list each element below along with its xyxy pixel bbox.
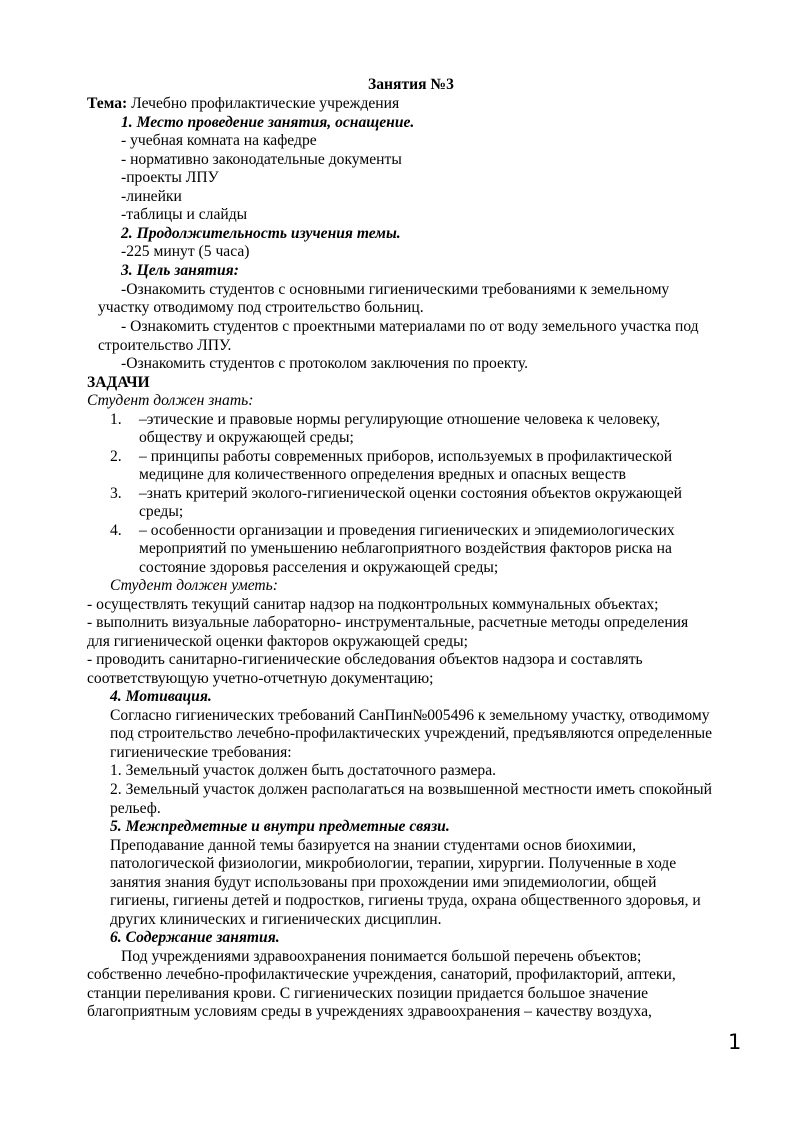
know-item-line: –знать критерий эколого-гигиенической оценки состояния объектов окружающей <box>139 485 682 502</box>
content-line: собственно лечебно-профилактические учреждения, санаторий, профилакторий, аптеки, <box>87 966 676 983</box>
motivation-line: под строительство лечебно-профилактических учреждений, предъявляются определенные <box>110 725 713 742</box>
equipment-item: - учебная комната на кафедре <box>121 132 317 149</box>
can-line: - осуществлять текущий санитар надзор на подконтрольных коммунальных объектах; <box>87 596 659 613</box>
page-number: 1 <box>728 1030 742 1054</box>
section-4-heading: 4. Мотивация. <box>110 688 212 705</box>
section-3-heading: 3. Цель занятия: <box>121 262 239 279</box>
equipment-item: -таблицы и слайды <box>121 206 248 223</box>
motivation-line: гигиенические требования: <box>110 744 292 761</box>
know-item-number: 3. <box>110 485 122 502</box>
links-line: других клинических и гигиенических дисциплин. <box>110 911 442 928</box>
know-item-line: мероприятий по уменьшению неблагоприятного воздействия факторов риска на <box>139 540 672 557</box>
equipment-item: -проекты ЛПУ <box>121 169 219 186</box>
equipment-item: -линейки <box>121 188 182 205</box>
motivation-line: Согласно гигиенических требований СанПин№005496 к земельному участку, отводимому <box>110 707 710 724</box>
section-6-heading: 6. Содержание занятия. <box>110 929 280 946</box>
can-heading: Студент должен уметь: <box>110 577 278 594</box>
content-line: станции переливания крови. С гигиенических позиции придается большое значение <box>87 985 649 1002</box>
goal-line: - Ознакомить студентов с проектными материалами по от воду земельного участка под <box>121 318 699 335</box>
know-heading: Студент должен знать: <box>87 392 254 409</box>
know-item-number: 1. <box>110 411 122 428</box>
can-line: соответствующую учетно-отчетную документацию; <box>87 670 434 687</box>
section-1-heading: 1. Место проведение занятия, оснащение. <box>121 114 415 131</box>
goal-line: -Ознакомить студентов с протоколом заключения по проекту. <box>121 355 529 372</box>
topic-label: Тема: <box>87 95 128 112</box>
goal-line: -Ознакомить студентов с основными гигиеническими требованиями к земельному <box>121 281 670 298</box>
can-line: для гигиенической оценки факторов окружающей среды; <box>87 633 468 650</box>
goal-line: участку отводимому под строительство больниц. <box>98 299 424 316</box>
can-line: - проводить санитарно-гигиенические обследования объектов надзора и составлять <box>87 651 643 668</box>
topic-line <box>87 95 399 114</box>
know-item-line: состояние здоровья расселения и окружающей среды; <box>139 559 499 576</box>
know-item-line: – особенности организации и проведения гигиенических и эпидемиологических <box>139 522 675 539</box>
motivation-line: 2. Земельный участок должен располагаться на возвышенной местности иметь спокойный <box>110 781 713 798</box>
content-line: Под учреждениями здравоохранения понимается большой перечень объектов; <box>121 948 642 965</box>
section-5-heading: 5. Межпредметные и внутри предметные связи. <box>110 818 450 835</box>
goal-line: строительство ЛПУ. <box>98 337 232 354</box>
tasks-heading: ЗАДАЧИ <box>87 374 150 391</box>
know-item-line: – принципы работы современных приборов, используемых в профилактической <box>139 448 673 465</box>
know-item-line: медицине для количественного определения вредных и опасных веществ <box>139 466 626 483</box>
motivation-line: рельеф. <box>110 800 161 817</box>
know-item-line: среды; <box>139 503 184 520</box>
know-item-line: –этические и правовые нормы регулирующие отношение человека к человеку, <box>139 411 661 428</box>
equipment-item: - нормативно законодательные документы <box>121 151 402 168</box>
lesson-title: Занятия №3 <box>368 76 454 93</box>
duration-text: -225 минут (5 часа) <box>121 243 250 260</box>
know-item-number: 4. <box>110 522 122 539</box>
know-item-number: 2. <box>110 448 122 465</box>
links-line: Преподавание данной темы базируется на знании студентами основ биохимии, <box>110 837 637 854</box>
know-item-line: обществу и окружающей среды; <box>139 429 354 446</box>
links-line: гигиены, гигиены детей и подростков, гигиены труда, охрана общественного здоровья, и <box>110 892 701 909</box>
topic-text: Лечебно профилактические учреждения <box>127 95 400 112</box>
content-line: благоприятным условиям среды в учреждениях здравоохранения – качеству воздуха, <box>87 1003 652 1020</box>
links-line: занятия знания будут использованы при прохождении ими эпидемиологии, общей <box>110 874 657 891</box>
motivation-line: 1. Земельный участок должен быть достаточного размера. <box>110 762 497 779</box>
section-2-heading: 2. Продолжительность изучения темы. <box>121 225 401 242</box>
can-line: - выполнить визуальные лабораторно- инструментальные, расчетные методы определения <box>87 614 689 631</box>
links-line: патологической физиологии, микробиологии, терапии, хирургии. Полученные в ходе <box>110 855 677 872</box>
